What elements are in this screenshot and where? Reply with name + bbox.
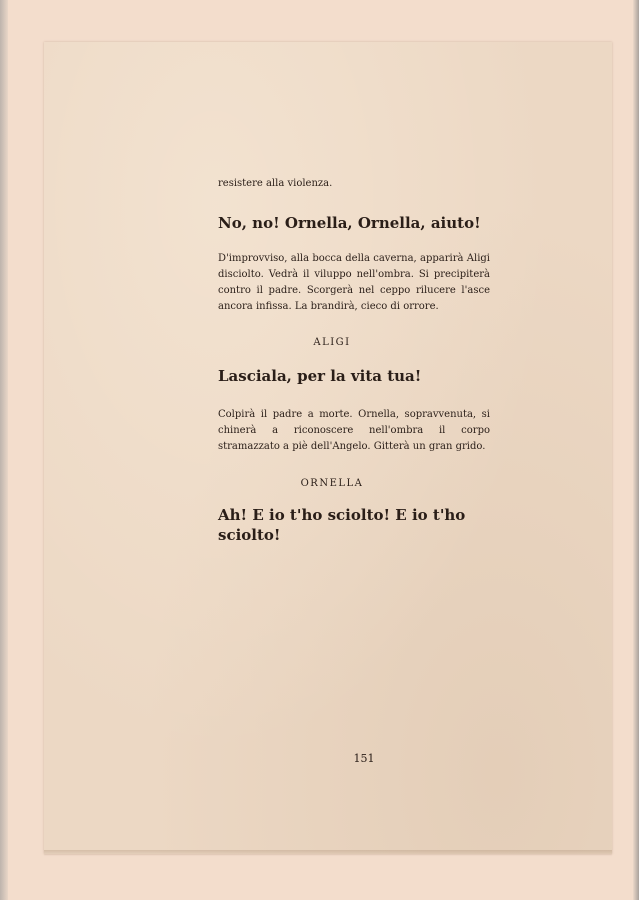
sheet-right-edge [633,0,639,900]
speaker-aligi: ALIGI [313,337,351,348]
page-number: 151 [353,752,375,765]
sheet-left-edge [0,0,8,900]
stage-direction-1: D'improvviso, alla bocca della caverna, apparirà Aligi disciolto. Vedrà il viluppo nell'ombra. Si precipiterà contro il padre. Scorgerà nel ceppo rilucere l'asce ancora infissa. La brandirà, cieco di orrore. [218,253,490,312]
speaker-ornella: ORNELLA [300,478,364,489]
cry-line: No, no! Ornella, Ornella, aiuto! [218,214,481,232]
aligi-line: Lasciala, per la vita tua! [218,367,422,385]
ornella-line: Ah! E io t'ho sciolto! E io t'ho sciolto! [218,506,466,544]
text-block [218,176,490,545]
stage-direction-2: Colpirà il padre a morte. Ornella, sopravvenuta, si chinerà a riconoscere nell'ombra il corpo stramazzato a piè dell'Angelo. Gitterà un gran grido. [218,409,490,452]
continuation-text: resistere alla violenza. [218,178,333,189]
page-bottom-shadow [44,850,612,856]
